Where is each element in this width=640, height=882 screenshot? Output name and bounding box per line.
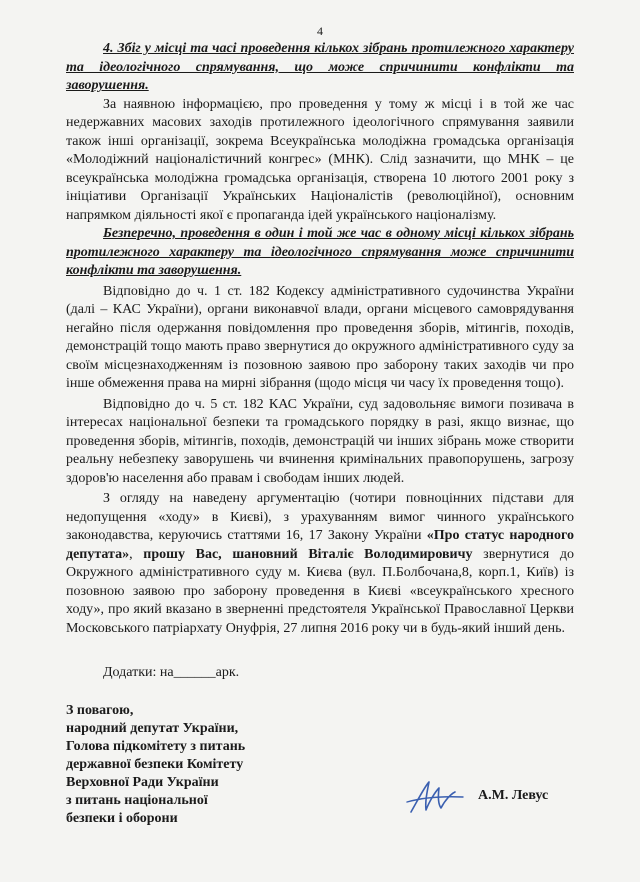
request-address: прошу Вас, шановний Віталіє Володимировичу bbox=[143, 546, 473, 562]
title-line: Верховної Ради України bbox=[66, 775, 219, 790]
law-title: «Про статус народного депутата» bbox=[66, 528, 574, 562]
signatory-name: А.М. Левус bbox=[478, 788, 549, 803]
page-number: 4 bbox=[317, 24, 323, 38]
section-heading-text: Збіг у місці та часі проведення кількох зібрань протилежного характеру та ідеологічного спрямування, що може спричинити конфлікти та заворушення. bbox=[66, 41, 575, 93]
appendix-line: Додатки: на______арк. bbox=[103, 665, 240, 680]
document-body bbox=[66, 40, 574, 638]
closing-line: З повагою, bbox=[66, 703, 134, 718]
paragraph-mnk-info: За наявною інформацією, про проведення у тому ж місці і в той же час недержавних масових заходів протилежного ідеологічного спрямування заявили також інші організації, зокрема Всеукраїнська молодіжна громадська організація «Молодіжний націоналістичний конгрес» (МНК). Слід зазначити, що МНК – це всеукраїнська молодіжна громадська організація, створена 10 лютого 2001 року з ініціативи Організації Українських Націоналістів (революційної), основним напрямком діяльності якої є пропаганда ідей українського націоналізму. bbox=[66, 96, 574, 223]
section-heading-number: 4. bbox=[103, 41, 114, 56]
section-heading bbox=[66, 40, 574, 96]
title-line: державної безпеки Комітету bbox=[66, 757, 244, 772]
title-line: Голова підкомітету з питань bbox=[66, 739, 246, 754]
signature-block bbox=[66, 702, 245, 828]
request-text-3: звернутися до Окружного адміністративного суду м. Києва (вул. П.Болбочана,8, корп.1, Київ) із позовною заявою про заборону проведення в Києві «всеукраїнського хресного ходу», про який вказано в зверненні предстоятеля Української Православної Церкви Московського патріархату Онуфрія, 27 липня 2016 року чи в будь-який інший день. bbox=[66, 546, 574, 636]
request-text-2: , bbox=[129, 546, 144, 562]
request-text-1: З огляду на наведену аргументацію (чотири повноцінних підстави для недопущення «ходу» в Києві), з урахуванням вимог чинного українського законодавства, керуючись статтями 16, 17 Закону України bbox=[66, 491, 574, 543]
paragraph-request bbox=[66, 490, 574, 638]
paragraph-conflict-risk: Безперечно, проведення в один і той же час в одному місці кількох зібрань протилежного характеру та ідеологічного спрямування може спричинити конфлікти та заворушення. bbox=[66, 226, 574, 278]
title-line: народний депутат України, bbox=[66, 721, 239, 736]
paragraph-kas-part5: Відповідно до ч. 5 ст. 182 КАС України, суд задовольняє вимоги позивача в інтересах національної безпеки та громадського порядку в разі, якщо визнає, що проведення зборів, мітингів, походів, демонстрацій чи інших зібрань може створити реальну небезпеку заворушень чи вчинення кримінальних правопорушень, загрозу здоров'ю населення або правам і свободам інших людей. bbox=[66, 396, 574, 486]
title-line: безпеки і оборони bbox=[66, 811, 178, 826]
title-line: з питань національної bbox=[66, 793, 208, 808]
handwritten-signature bbox=[405, 778, 467, 820]
paragraph-kas-part1: Відповідно до ч. 1 ст. 182 Кодексу адміністративного судочинства України (далі – КАС України), органи виконавчої влади, органи місцевого самоврядування негайно після одержання повідомлення про проведення зборів, мітингів, походів, демонстрацій тощо мають право звернутися до окружного адміністративного суду за своїм місцезнаходженням із позовною заявою про заборону таких заходів чи про інше обмеження права на мирні зібрання (щодо місця чи часу їх проведення тощо). bbox=[66, 283, 574, 391]
